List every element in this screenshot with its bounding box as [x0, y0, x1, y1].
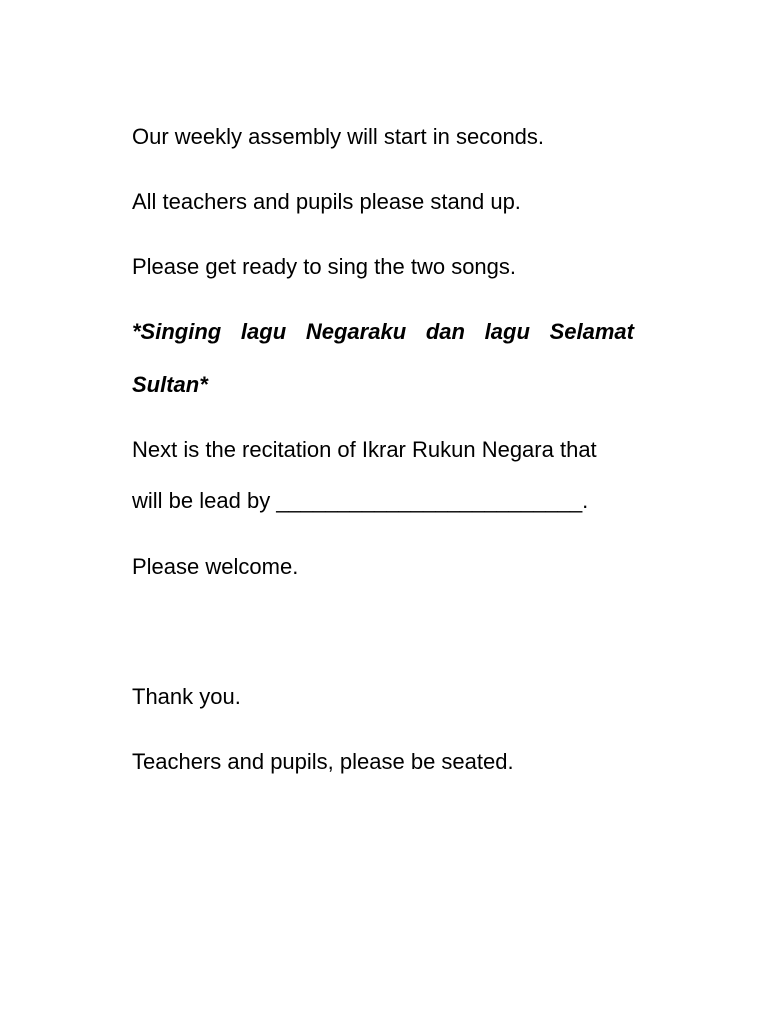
- be-seated-instruction: Teachers and pupils, please be seated.: [132, 749, 514, 774]
- assembly-start-text: Our weekly assembly will start in seconds.: [132, 124, 545, 149]
- recitation-text-line-1: Next is the recitation of Ikrar Rukun Negara that: [132, 437, 597, 462]
- song-word: dan: [425, 319, 465, 344]
- song-word: lagu: [240, 319, 287, 344]
- song-word: *Singing: [132, 319, 222, 344]
- song-titles-line: [132, 319, 634, 345]
- song-word: Selamat: [549, 319, 634, 344]
- recitation-text-line-2: will be lead by _________________________.: [132, 488, 589, 513]
- song-titles-line-end: Sultan*: [132, 372, 208, 397]
- song-word: lagu: [484, 319, 530, 344]
- sing-songs-instruction: Please get ready to sing the two songs.: [132, 254, 517, 279]
- song-word: Negaraku: [305, 319, 407, 344]
- thank-you-text: Thank you.: [132, 684, 241, 709]
- stand-up-instruction: All teachers and pupils please stand up.: [132, 189, 521, 214]
- welcome-text: Please welcome.: [132, 554, 299, 579]
